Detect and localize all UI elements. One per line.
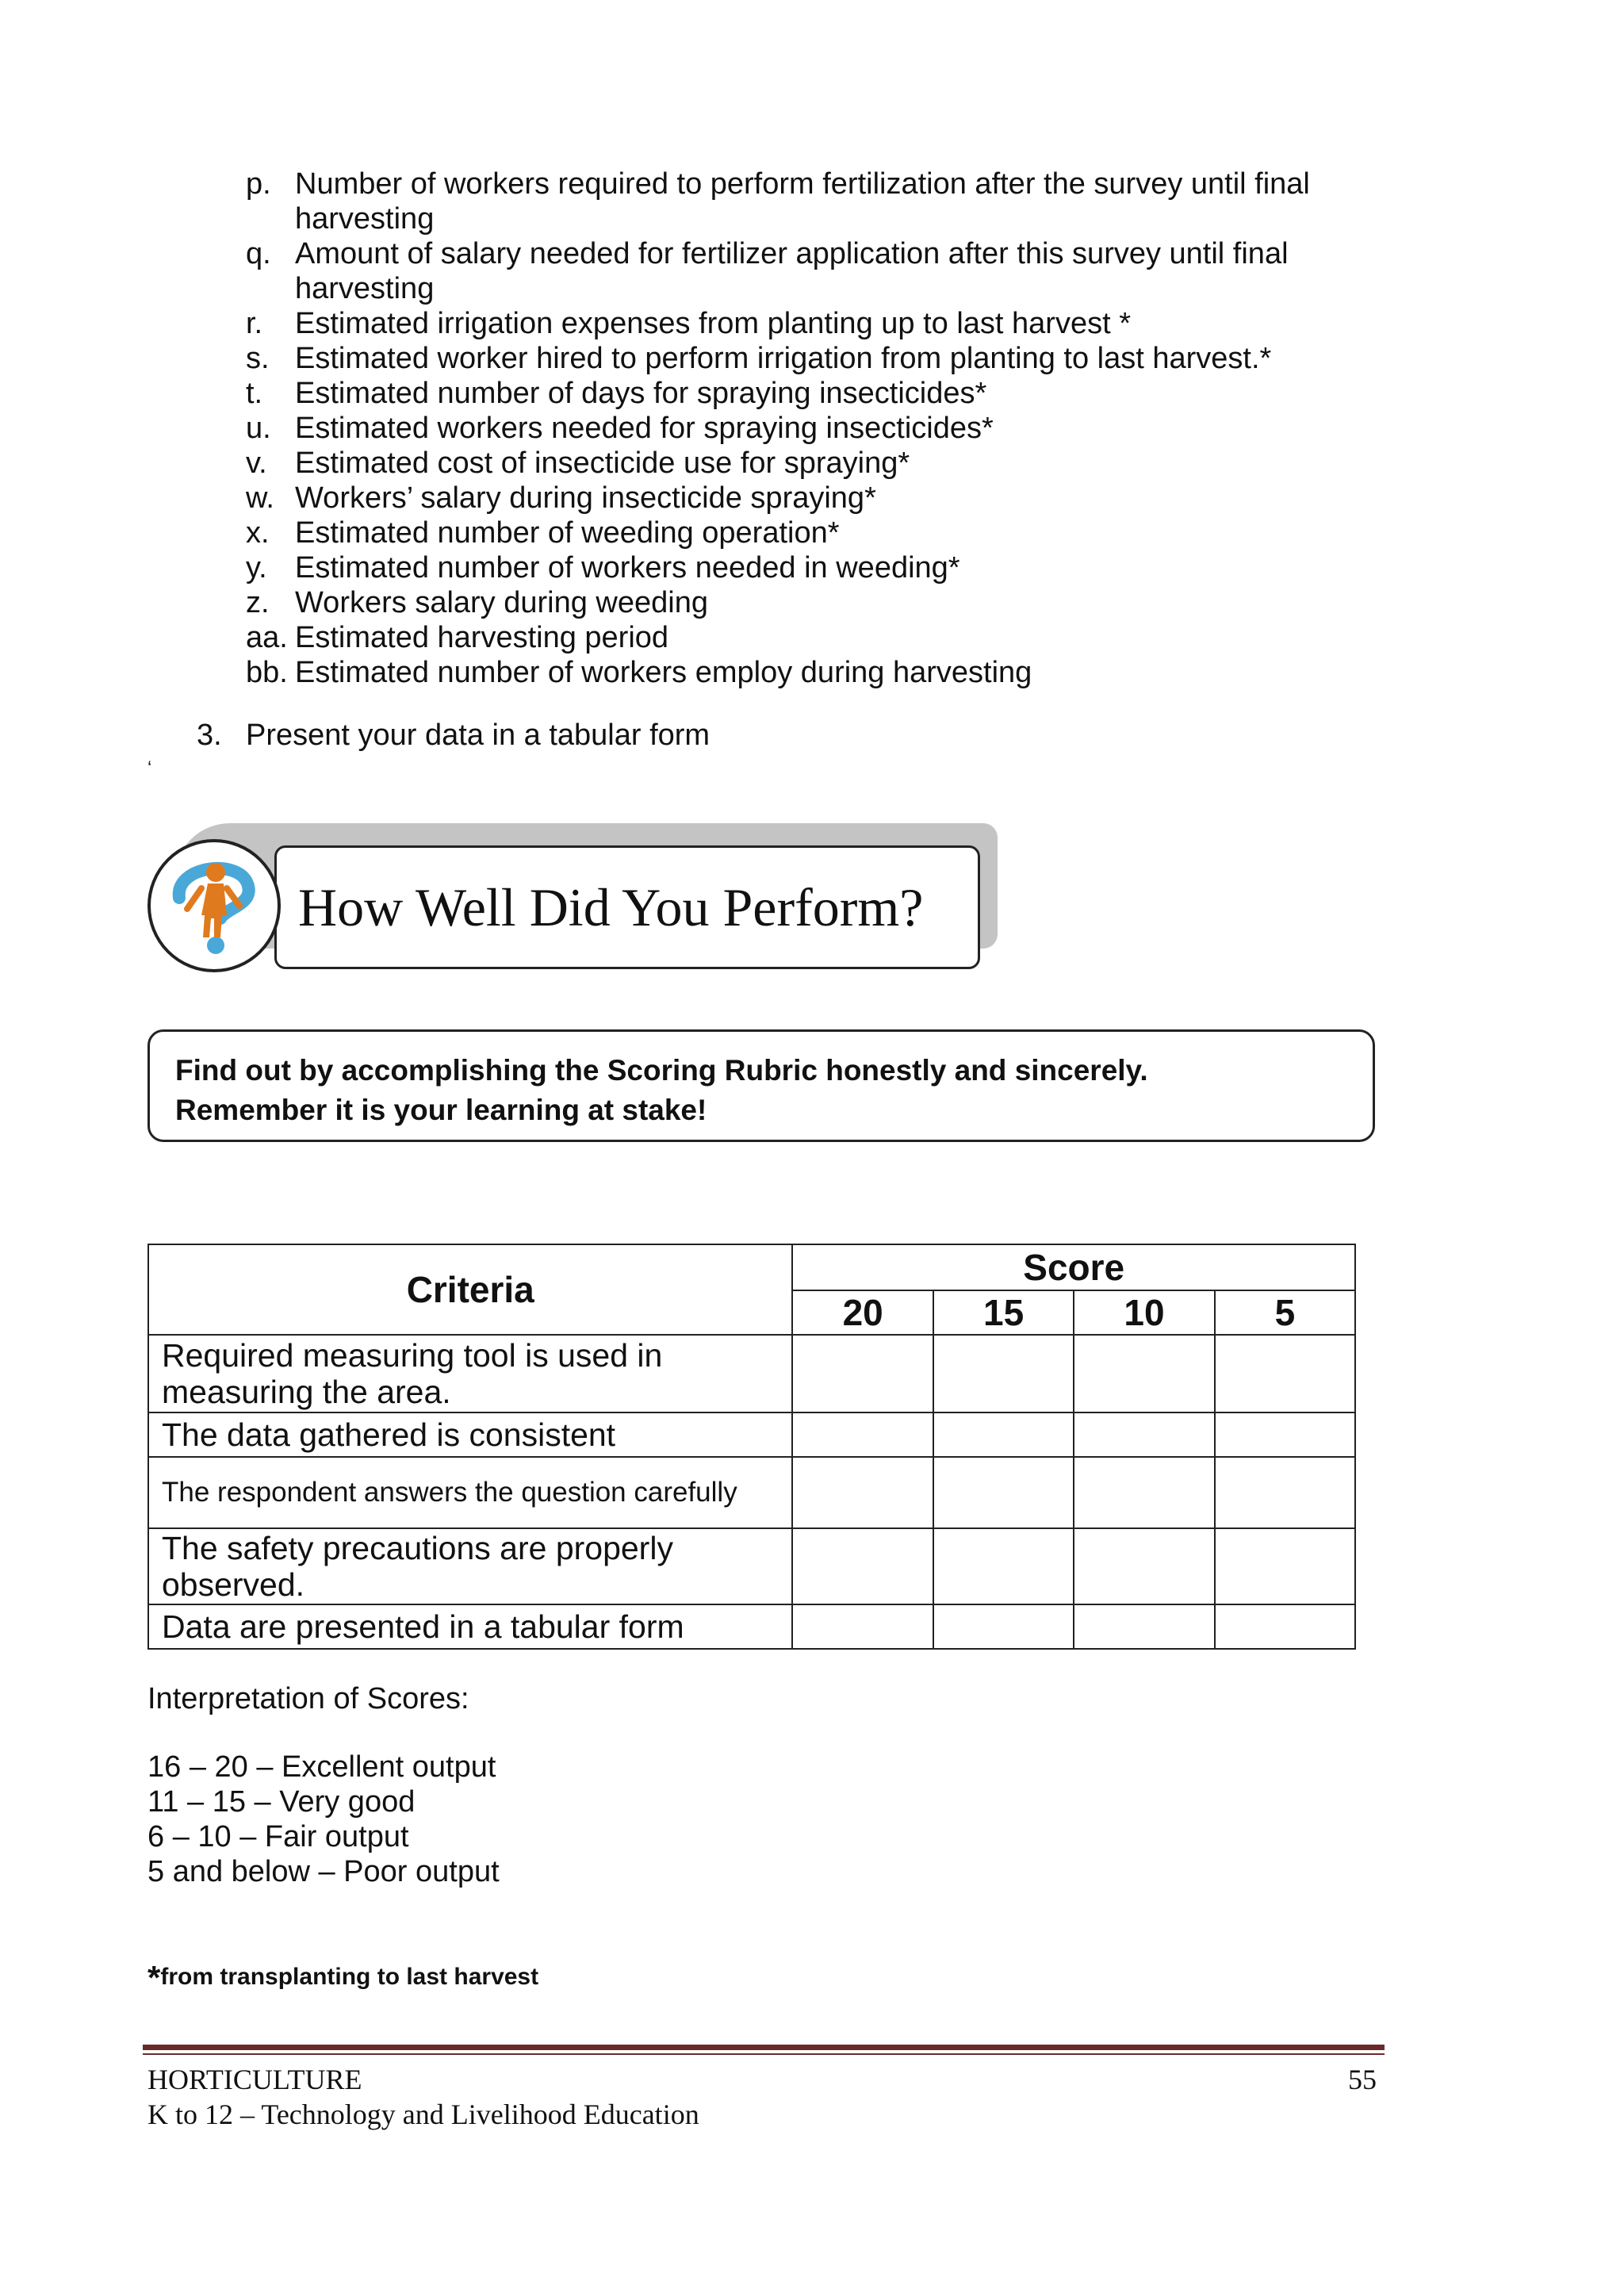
score-cell[interactable] [1215, 1604, 1355, 1649]
score-cell[interactable] [792, 1528, 933, 1604]
section-title: How Well Did You Perform? [298, 877, 924, 937]
list-item: r. Estimated irrigation expenses from planting up to last harvest * [246, 307, 1131, 340]
rubric-header-row [148, 1244, 1355, 1290]
table-row [148, 1412, 1355, 1457]
instruction-box [147, 1029, 1375, 1142]
list-item: v. Estimated cost of insecticide use for spraying* [246, 447, 910, 480]
criterion-cell: Data are presented in a tabular form [148, 1604, 792, 1649]
score-header: Score [792, 1244, 1355, 1290]
list-item: y. Estimated number of workers needed in weeding* [246, 551, 960, 585]
score-value: 5 [1215, 1290, 1355, 1335]
list-item: w. Workers’ salary during insecticide spraying* [246, 481, 876, 515]
interpretation-line: 6 – 10 – Fair output [147, 1820, 409, 1853]
score-cell[interactable] [1074, 1457, 1214, 1528]
list-item: aa. Estimated harvesting period [246, 621, 669, 654]
table-row [148, 1457, 1355, 1528]
footer-rule [143, 2045, 1385, 2050]
scoring-rubric-table [147, 1244, 1356, 1650]
score-cell[interactable] [792, 1604, 933, 1649]
score-cell[interactable] [1215, 1528, 1355, 1604]
footnote [147, 1959, 538, 1997]
list-item: u. Estimated workers needed for spraying insecticides* [246, 412, 994, 445]
table-row [148, 1335, 1355, 1412]
footer-rule-thin [143, 2053, 1385, 2055]
footer-subject: HORTICULTURE [147, 2064, 362, 2095]
score-cell[interactable] [1215, 1457, 1355, 1528]
score-value: 20 [792, 1290, 933, 1335]
score-cell[interactable] [792, 1412, 933, 1457]
question-figure-svg [151, 842, 278, 969]
score-cell[interactable] [1215, 1335, 1355, 1412]
list-item: bb. Estimated number of workers employ during harvesting [246, 656, 1032, 689]
list-item: q. Amount of salary needed for fertilizer application after this survey until final harvesting [246, 237, 1289, 305]
score-cell[interactable] [933, 1604, 1074, 1649]
table-row [148, 1528, 1355, 1604]
score-interpretation [147, 1681, 500, 1889]
interpretation-heading: Interpretation of Scores: [147, 1682, 469, 1715]
score-value: 15 [933, 1290, 1074, 1335]
score-cell[interactable] [933, 1412, 1074, 1457]
list-item: x. Estimated number of weeding operation* [246, 516, 840, 550]
footer-text [147, 2062, 699, 2132]
question-figure-icon [147, 839, 281, 972]
score-cell[interactable] [1074, 1604, 1214, 1649]
table-row [148, 1604, 1355, 1649]
criterion-cell: The respondent answers the question carefully [148, 1457, 792, 1528]
interpretation-line: 11 – 15 – Very good [147, 1785, 416, 1819]
instruction-line-1: Find out by accomplishing the Scoring Rubric honestly and sincerely. [175, 1054, 1148, 1087]
list-item: z. Workers salary during weeding [246, 586, 708, 619]
score-cell[interactable] [792, 1335, 933, 1412]
score-cell[interactable] [933, 1528, 1074, 1604]
footer-course: K to 12 – Technology and Livelihood Education [147, 2099, 699, 2130]
score-cell[interactable] [1074, 1528, 1214, 1604]
score-cell[interactable] [1074, 1412, 1214, 1457]
criterion-cell: The data gathered is consistent [148, 1412, 792, 1457]
score-value: 10 [1074, 1290, 1214, 1335]
instruction-line-2: Remember it is your learning at stake! [175, 1094, 707, 1126]
activity-list [246, 167, 1396, 690]
criterion-cell: Required measuring tool is used in measuring the area. [148, 1335, 792, 1412]
interpretation-line: 5 and below – Poor output [147, 1855, 500, 1888]
score-cell[interactable] [1215, 1412, 1355, 1457]
step-3: 3. Present your data in a tabular form [197, 719, 710, 752]
score-cell[interactable] [1074, 1335, 1214, 1412]
score-cell[interactable] [933, 1457, 1074, 1528]
footnote-star: * [147, 1959, 161, 1996]
score-cell[interactable] [792, 1457, 933, 1528]
footnote-text: from transplanting to last harvest [160, 1964, 539, 1990]
stray-mark: ‘ [147, 757, 152, 779]
criterion-cell: The safety precautions are properly observed. [148, 1528, 792, 1604]
criteria-header: Criteria [148, 1244, 792, 1335]
list-item: s. Estimated worker hired to perform irrigation from planting to last harvest.* [246, 342, 1272, 375]
score-cell[interactable] [933, 1335, 1074, 1412]
list-item: t. Estimated number of days for spraying insecticides* [246, 377, 987, 410]
list-item: p. Number of workers required to perform fertilization after the survey until final harvesting [246, 167, 1310, 236]
interpretation-line: 16 – 20 – Excellent output [147, 1750, 496, 1784]
page-number: 55 [1348, 2064, 1377, 2095]
